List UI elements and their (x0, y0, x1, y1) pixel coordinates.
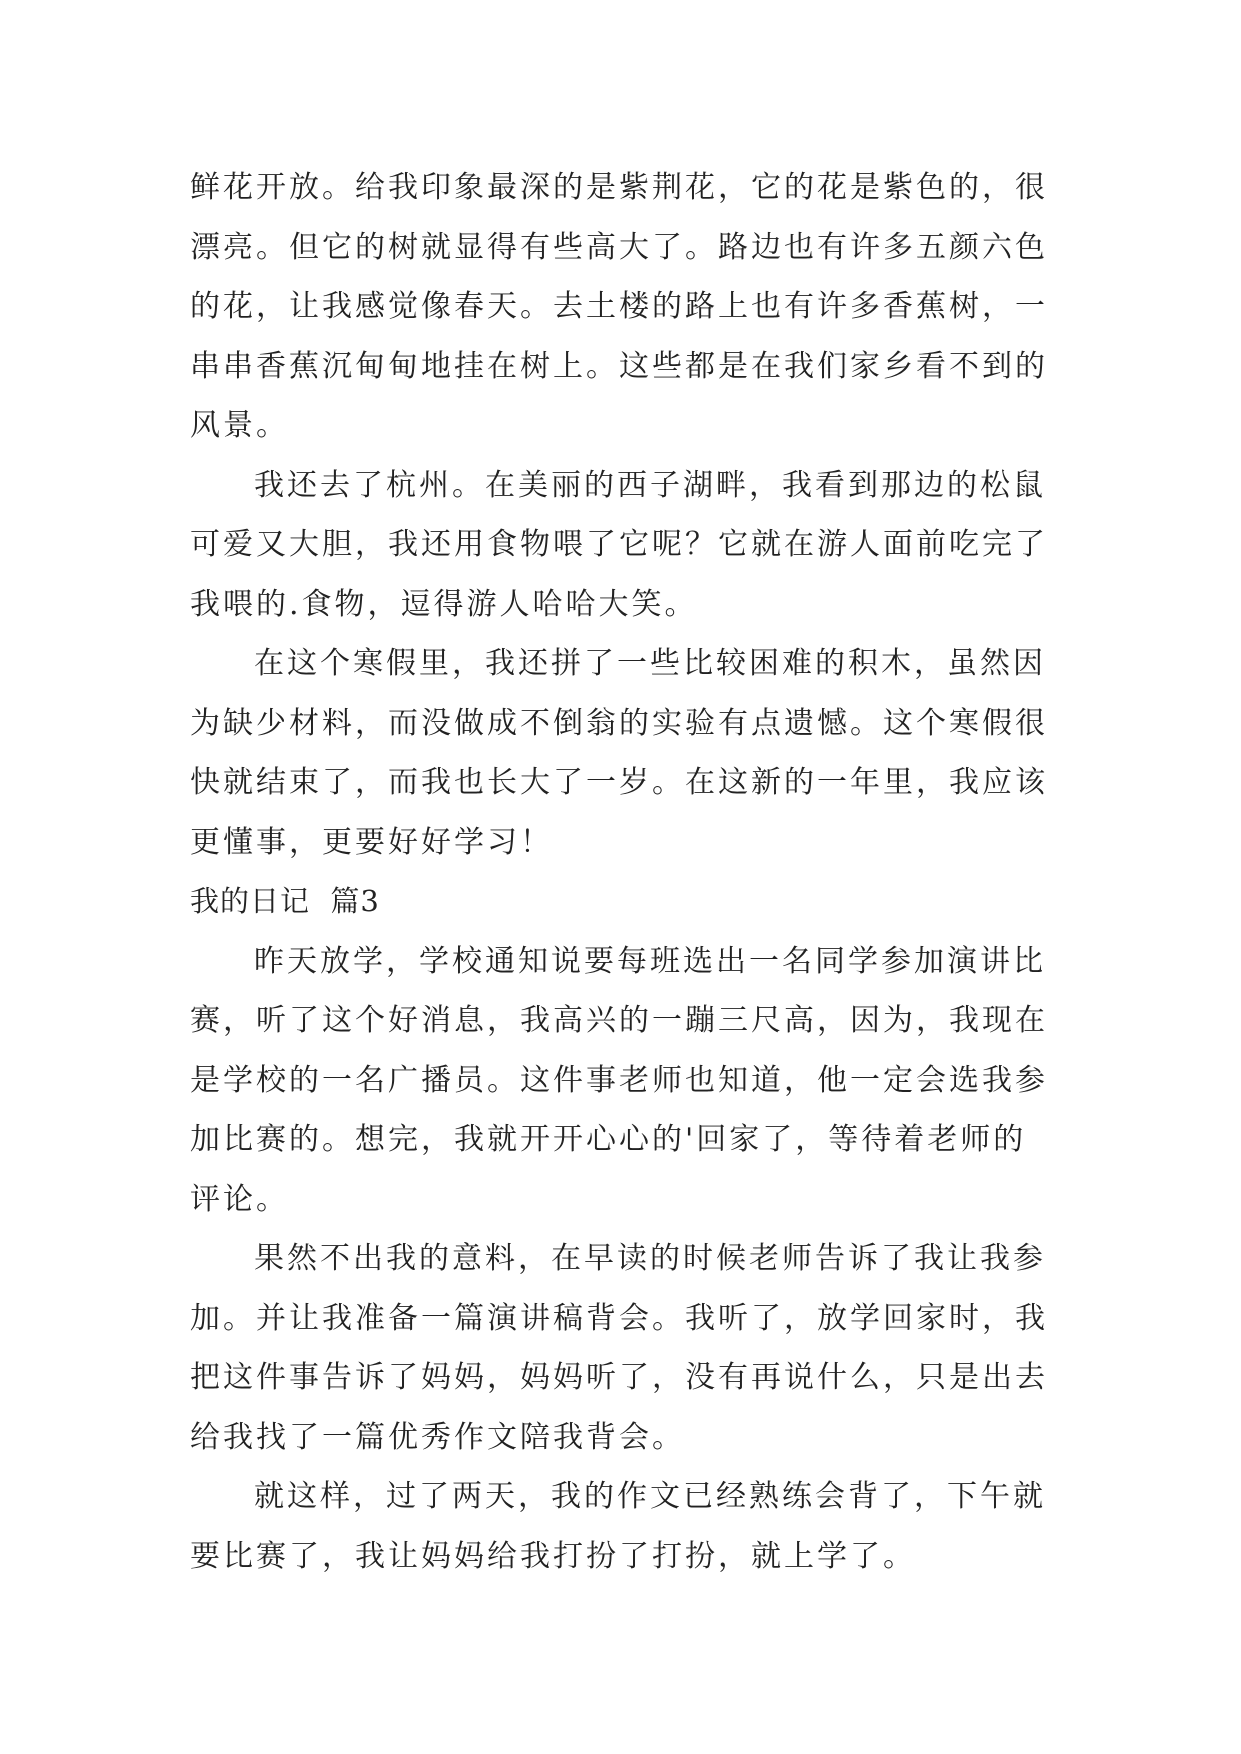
paragraph-contest-day (190, 1467, 1056, 1586)
text-line: 加比赛的。想完，我就开开心心的'回家了，等待着老师的 (190, 1122, 1027, 1157)
text-line: 为缺少材料，而没做成不倒翁的实验有点遗憾。这个寒假很 (190, 705, 1048, 741)
text-line: 在这个寒假里，我还拼了一些比较困难的积木，虽然因 (254, 646, 1046, 681)
paragraph-contest-notice (190, 932, 1056, 1230)
text-line: 果然不出我的意料，在早读的时候老师告诉了我让我参 (254, 1241, 1046, 1276)
text-line: 更懂事，更要好好学习！ (190, 824, 553, 860)
paragraph-hangzhou (190, 456, 1056, 635)
document-body (190, 158, 1056, 1586)
text-line: 赛，听了这个好消息，我高兴的一蹦三尺高，因为，我现在 (190, 1003, 1048, 1038)
text-line: 昨天放学，学校通知说要每班选出一名同学参加演讲比 (254, 943, 1046, 979)
section-heading (190, 872, 1056, 932)
paragraph-flowers (190, 158, 1056, 456)
text-line: 是学校的一名广播员。这件事老师也知道，他一定会选我参 (190, 1062, 1048, 1098)
text-line: 给我找了一篇优秀作文陪我背会。 (190, 1419, 685, 1455)
text-line: 要比赛了，我让妈妈给我打扮了打扮，就上学了。 (190, 1538, 916, 1574)
text-line: 把这件事告诉了妈妈，妈妈听了，没有再说什么，只是出去 (190, 1360, 1048, 1395)
text-line: 我喂的.食物，逗得游人哈哈大笑。 (190, 586, 698, 622)
text-line: 风景。 (190, 408, 289, 443)
text-line: 就这样，过了两天，我的作文已经熟练会背了，下午就 (254, 1479, 1046, 1514)
paragraph-winter-break (190, 634, 1056, 872)
text-line: 加。并让我准备一篇演讲稿背会。我听了，放学回家时，我 (190, 1300, 1048, 1336)
text-line: 可爱又大胆，我还用食物喂了它呢？它就在游人面前吃完了 (190, 527, 1048, 562)
text-line: 漂亮。但它的树就显得有些高大了。路边也有许多五颜六色 (190, 229, 1048, 265)
text-line: 快就结束了，而我也长大了一岁。在这新的一年里，我应该 (190, 765, 1048, 800)
text-line: 鲜花开放。给我印象最深的是紫荆花，它的花是紫色的，很 (190, 170, 1048, 205)
heading-text: 我的日记 篇3 (190, 884, 380, 918)
text-line: 评论。 (190, 1181, 289, 1217)
text-line: 我还去了杭州。在美丽的西子湖畔，我看到那边的松鼠 (254, 467, 1046, 503)
text-line: 的花，让我感觉像春天。去土楼的路上也有许多香蕉树，一 (190, 289, 1048, 324)
text-line: 串串香蕉沉甸甸地挂在树上。这些都是在我们家乡看不到的 (190, 348, 1048, 384)
paragraph-selected (190, 1229, 1056, 1467)
